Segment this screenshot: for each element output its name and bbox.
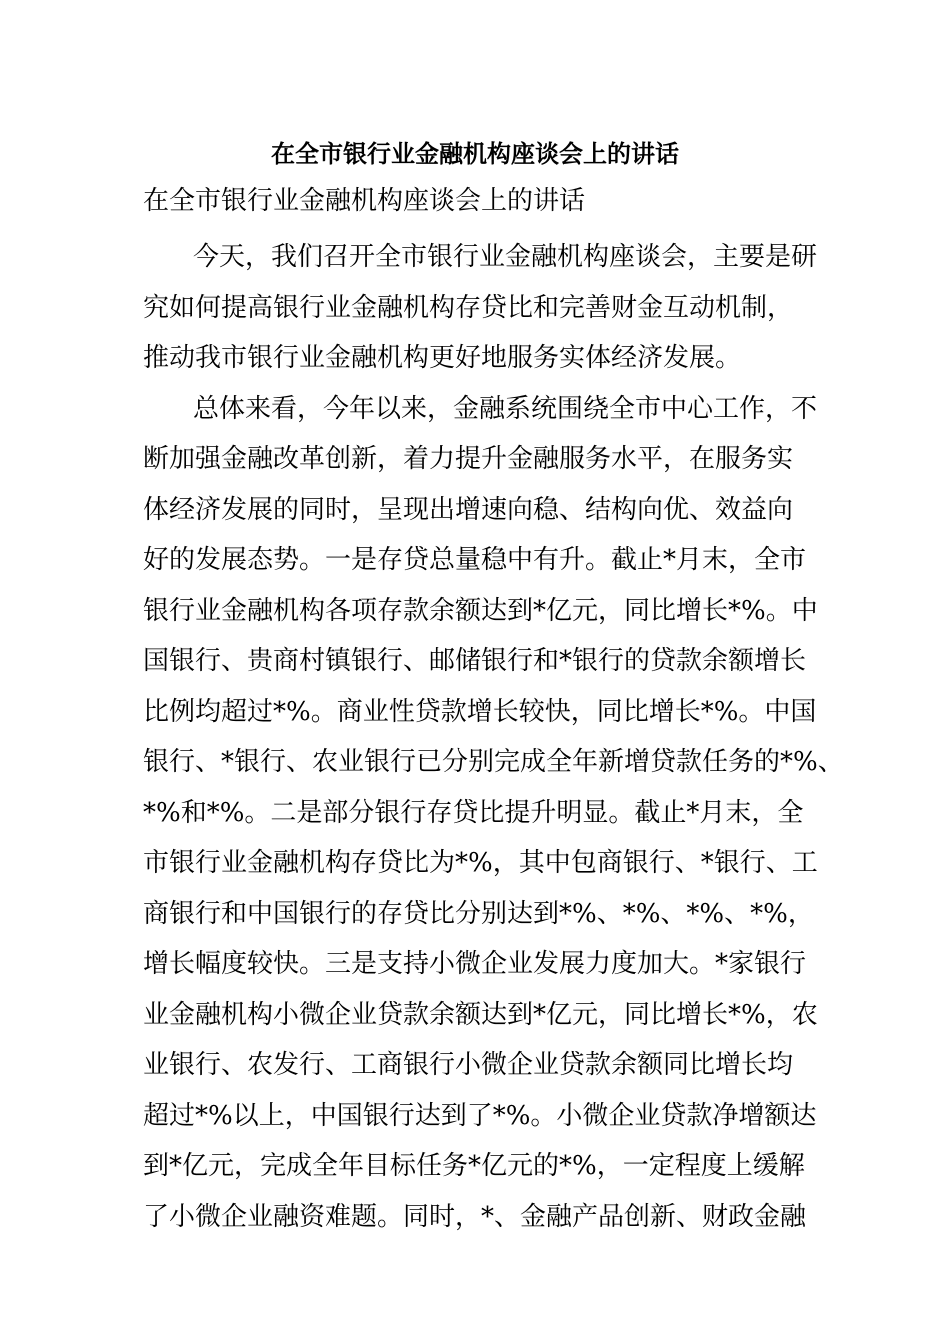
- paragraph-line: 断加强金融改革创新，着力提升金融服务水平，在服务实: [143, 444, 794, 474]
- paragraph-line: 银行业金融机构各项存款余额达到*亿元，同比增长*%。中: [143, 595, 818, 626]
- paragraph-line: 体经济发展的同时，呈现出增速向稳、结构向优、效益向: [143, 494, 794, 525]
- document-title: 在全市银行业金融机构座谈会上的讲话: [271, 139, 679, 168]
- paragraph-line: 比例均超过*%。商业性贷款增长较快，同比增长*%。中国: [143, 696, 817, 727]
- paragraph-2: [143, 384, 844, 1243]
- paragraph-line: *%和*%。二是部分银行存贷比提升明显。截止*月末，全: [143, 797, 804, 828]
- paragraph-line: 业金融机构小微企业贷款余额达到*亿元，同比增长*%，农: [143, 999, 818, 1030]
- paragraph-line: 究如何提高银行业金融机构存贷比和完善财金互动机制，: [143, 292, 794, 323]
- paragraph-1: [143, 232, 823, 384]
- paragraph-line: 推动我市银行业金融机构更好地服务实体经济发展。: [143, 343, 742, 373]
- paragraph-line: 商银行和中国银行的存贷比分别达到*%、*%、*%、*%，: [143, 898, 814, 929]
- paragraph-line: 到*亿元，完成全年目标任务*亿元的*%，一定程度上缓解: [143, 1151, 805, 1181]
- paragraph-line: 增长幅度较快。三是支持小微企业发展力度加大。*家银行: [143, 949, 807, 979]
- paragraph-line: 好的发展态势。一是存贷总量稳中有升。截止*月末，全市: [143, 545, 807, 575]
- paragraph-line: 总体来看，今年以来，金融系统围绕全市中心工作，不: [193, 393, 818, 424]
- paragraph-line: 了小微企业融资难题。同时，*、金融产品创新、财政金融: [143, 1201, 807, 1232]
- document-subtitle: 在全市银行业金融机构座谈会上的讲话: [143, 186, 586, 216]
- paragraph-line: 超过*%以上，中国银行达到了*%。小微企业贷款净增额达: [143, 1100, 817, 1131]
- document-body: [143, 232, 844, 1242]
- paragraph-line: 今天，我们召开全市银行业金融机构座谈会，主要是研: [193, 242, 818, 272]
- paragraph-line: 银行、*银行、农业银行已分别完成全年新增贷款任务的*%、: [143, 747, 844, 777]
- paragraph-line: 市银行业金融机构存贷比为*%，其中包商银行、*银行、工: [143, 848, 818, 878]
- paragraph-line: 国银行、贵商村镇银行、邮储银行和*银行的贷款余额增长: [143, 646, 807, 676]
- paragraph-line: 业银行、农发行、工商银行小微企业贷款余额同比增长均: [143, 1050, 794, 1080]
